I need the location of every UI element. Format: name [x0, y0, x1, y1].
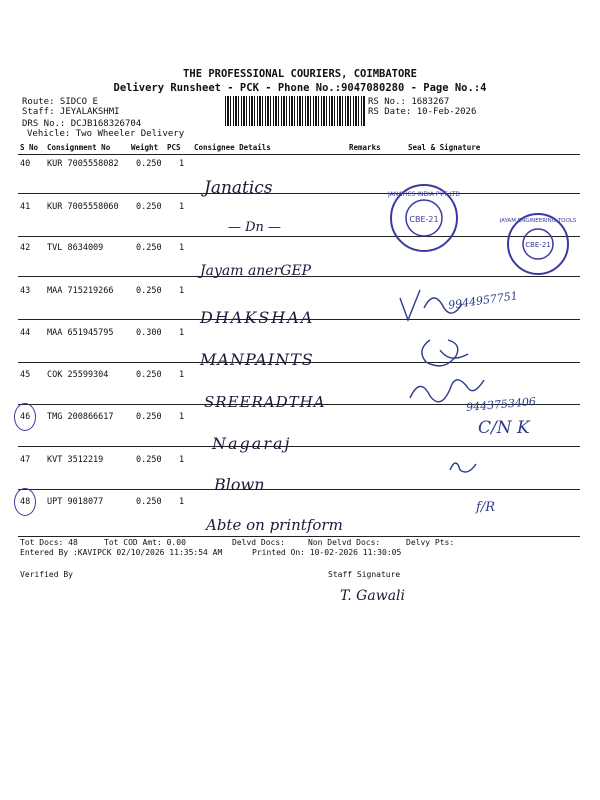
seal-text: JAYAM ENGINEERING TOOLS	[500, 218, 576, 224]
janatics-seal	[388, 182, 460, 254]
row-pcs: 1	[179, 412, 185, 422]
document-title: THE PROFESSIONAL COURIERS, COIMBATORE	[183, 68, 417, 80]
row-consignment: COK 25599304	[47, 370, 109, 380]
row-pcs: 1	[179, 497, 185, 507]
verified-by-label: Verified By	[20, 570, 73, 579]
total-cod: Tot COD Amt: 0.00	[104, 538, 186, 547]
seal-code: CBE-21	[409, 215, 439, 224]
staff-signature-label: Staff Signature	[328, 570, 401, 579]
col-pcs: PCS	[167, 143, 181, 152]
document-subtitle: Delivery Runsheet - PCK - Phone No.:9047080280 - Page No.:4	[113, 82, 487, 94]
row-weight: 0.300	[136, 328, 162, 338]
handwritten-consignee: Blown	[214, 475, 265, 494]
row-weight: 0.250	[136, 370, 162, 380]
vehicle-label: Vehicle: Two Wheeler Delivery	[27, 129, 185, 139]
row-weight: 0.250	[136, 497, 162, 507]
handwritten-consignee: DHAKSHAA	[200, 308, 315, 327]
row-pcs: 1	[179, 159, 185, 169]
seal-text: JANATICS INDIA PVT LTD	[388, 191, 460, 198]
row-weight: 0.250	[136, 202, 162, 212]
col-sno: S No	[20, 143, 39, 152]
route-label: Route: SIDCO E	[22, 97, 98, 107]
row-consignment: MAA 651945795	[47, 328, 114, 338]
col-consignment: Consignment No	[47, 143, 111, 152]
handwritten-consignee: Nagaraj	[212, 434, 292, 453]
circle-mark	[14, 488, 36, 516]
row-consignment: UPT 9018077	[47, 497, 104, 507]
printed-on: Printed On: 10-02-2026 11:30:05	[252, 548, 402, 557]
row-sno: 40	[20, 159, 31, 169]
staff-label: Staff: JEYALAKSHMI	[22, 107, 120, 117]
handwritten-consignee: SREERADTHA	[204, 393, 326, 411]
header-rule	[18, 154, 580, 155]
row-consignment: MAA 715219266	[47, 286, 114, 296]
handwritten-remark: f/R	[476, 500, 495, 515]
handwritten-consignee: MANPAINTS	[200, 350, 314, 369]
handwritten-remark: C/N K	[478, 418, 530, 438]
seal-code: CBE-21	[525, 241, 551, 249]
handwritten-consignee: Janatics	[204, 178, 273, 198]
handwritten-phone: 9443753406	[465, 394, 537, 415]
total-docs: Tot Docs: 48	[20, 538, 78, 547]
col-remarks: Remarks	[349, 143, 381, 152]
delivered-docs: Delvd Docs:	[232, 538, 285, 547]
signature-stroke	[400, 290, 462, 320]
row-consignment: KVT 3512219	[47, 455, 104, 465]
non-delivered-docs: Non Delvd Docs:	[308, 538, 381, 547]
handwritten-consignee: Jayam anerGEP	[200, 263, 312, 279]
signature-scribbles	[390, 280, 590, 510]
row-sno: 45	[20, 370, 31, 380]
row-consignment: TMG 200866617	[47, 412, 114, 422]
entered-by: Entered By :KAVIPCK 02/10/2026 11:35:54 AM	[20, 548, 223, 557]
signature-stroke	[422, 340, 468, 366]
row-pcs: 1	[179, 243, 185, 253]
handwritten-consignee: Abte on printform	[206, 516, 343, 534]
row-sno: 42	[20, 243, 31, 253]
col-seal: Seal & Signature	[408, 143, 481, 152]
row-consignment: KUR 7005558060	[47, 202, 119, 212]
rs-date: RS Date: 10-Feb-2026	[368, 107, 477, 117]
row-weight: 0.250	[136, 455, 162, 465]
col-consignee: Consignee Details	[194, 143, 271, 152]
table-bottom-rule	[18, 536, 580, 537]
row-pcs: 1	[179, 202, 185, 212]
barcode	[225, 96, 365, 126]
drs-label: DRS No.: DCJB168326704	[22, 119, 142, 129]
circle-mark	[14, 403, 36, 431]
row-consignment: KUR 7005558082	[47, 159, 119, 169]
row-weight: 0.250	[136, 243, 162, 253]
handwritten-consignee: — Dn —	[228, 220, 282, 235]
row-divider	[18, 236, 580, 237]
row-pcs: 1	[179, 328, 185, 338]
row-consignment: TVL 8634009	[47, 243, 104, 253]
row-sno: 47	[20, 455, 31, 465]
row-divider	[18, 193, 580, 194]
handwritten-phone: 9944957751	[447, 289, 519, 312]
row-pcs: 1	[179, 370, 185, 380]
row-pcs: 1	[179, 455, 185, 465]
delivery-points: Delvy Pts:	[406, 538, 455, 547]
row-weight: 0.250	[136, 159, 162, 169]
signature-stroke	[410, 380, 484, 402]
row-sno: 44	[20, 328, 31, 338]
row-sno: 43	[20, 286, 31, 296]
row-sno: 41	[20, 202, 31, 212]
row-pcs: 1	[179, 286, 185, 296]
row-weight: 0.250	[136, 286, 162, 296]
row-weight: 0.250	[136, 412, 162, 422]
rs-number: RS No.: 1683267	[368, 97, 450, 107]
signature-stroke	[450, 463, 476, 472]
jayam-seal	[500, 212, 576, 276]
row-sno: 46	[20, 412, 31, 422]
staff-signature: T. Gawali	[340, 588, 405, 604]
row-sno: 48	[20, 497, 31, 507]
col-weight: Weight	[131, 143, 159, 152]
